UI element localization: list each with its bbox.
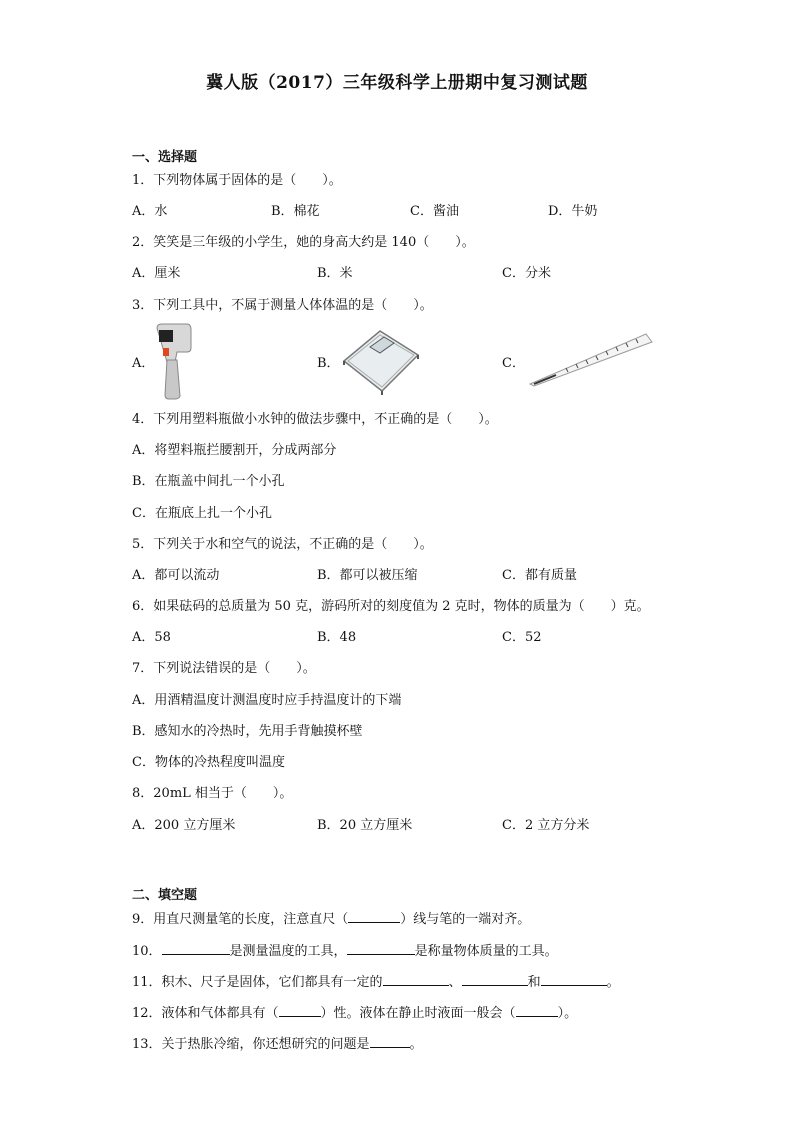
- question-text: 。: [606, 975, 620, 990]
- option: C．酱油: [410, 204, 459, 219]
- page-title: 冀人版（2017）三年级科学上册期中复习测试题: [206, 73, 588, 93]
- answer-blank[interactable]: [462, 972, 528, 986]
- answer-blank[interactable]: [162, 941, 230, 955]
- option: A．都可以流动: [132, 568, 220, 583]
- question-text: 8．20mL 相当于（ ）。: [132, 786, 293, 801]
- option: A．用酒精温度计测温度时应手持温度计的下端: [132, 693, 402, 708]
- question-text: 3．下列工具中，不属于测量人体体温的是（ ）。: [132, 298, 433, 313]
- fill-question: [132, 1034, 423, 1054]
- question-text: ）。: [557, 1006, 578, 1021]
- fill-question: [132, 972, 620, 992]
- answer-blank[interactable]: [541, 972, 607, 986]
- answer-blank[interactable]: [370, 1034, 410, 1048]
- section-heading: 二、填空题: [132, 888, 198, 903]
- answer-blank[interactable]: [383, 972, 449, 986]
- question-text: 13．关于热胀冷缩，你还想研究的问题是: [132, 1037, 370, 1052]
- option: B．感知水的冷热时，先用手背触摸杯壁: [132, 724, 363, 739]
- fill-question: [132, 909, 530, 929]
- question-text: 1．下列物体属于固体的是（ ）。: [132, 173, 342, 188]
- question-text: 2．笑笑是三年级的小学生，她的身高大约是 140（ ）。: [132, 235, 475, 250]
- option: A．200 立方厘米: [132, 818, 236, 833]
- fill-question: [132, 941, 558, 961]
- answer-blank[interactable]: [347, 941, 415, 955]
- option: C．2 立方分米: [502, 818, 590, 833]
- option: A．厘米: [132, 266, 181, 281]
- question-text: 11．积木、尺子是固体，它们都具有一定的: [132, 975, 383, 990]
- question-text: 5．下列关于水和空气的说法，不正确的是（ ）。: [132, 537, 433, 552]
- question-text: 7．下列说法错误的是（ ）。: [132, 661, 316, 676]
- option: C．分米: [502, 266, 551, 281]
- option: B．米: [317, 266, 353, 281]
- option: B．: [317, 356, 340, 371]
- option: A．58: [132, 630, 171, 645]
- question-text: 、: [448, 975, 462, 990]
- option: D．牛奶: [548, 204, 598, 219]
- option: C．物体的冷热程度叫温度: [132, 755, 285, 770]
- option: A．将塑料瓶拦腰割开，分成两部分: [132, 443, 337, 458]
- option: B．48: [317, 630, 357, 645]
- infrared-thermometer-icon: [153, 322, 193, 400]
- question-text: 和: [527, 975, 541, 990]
- question-text: 4．下列用塑料瓶做小水钟的做法步骤中，不正确的是（ ）。: [132, 412, 498, 427]
- clinical-thermometer-icon: [526, 330, 654, 388]
- question-text: 12．液体和气体都具有（: [132, 1006, 279, 1021]
- answer-blank[interactable]: [516, 1003, 558, 1017]
- fill-question: [132, 1003, 577, 1023]
- option: C．在瓶底上扎一个小孔: [132, 506, 272, 521]
- question-text: 。: [409, 1037, 423, 1052]
- question-text: ）性。液体在静止时液面一般会（: [320, 1006, 516, 1021]
- option: B．20 立方厘米: [317, 818, 413, 833]
- option: A．: [132, 356, 155, 371]
- question-text: 是测量温度的工具，: [229, 944, 347, 959]
- bathroom-scale-icon: [340, 325, 422, 397]
- answer-blank[interactable]: [279, 1003, 321, 1017]
- question-text: 9．用直尺测量笔的长度，注意直尺（: [132, 912, 349, 927]
- option: C．: [502, 356, 525, 371]
- question-text: 6．如果砝码的总质量为 50 克，游码所对的刻度值为 2 克时，物体的质量为（ ）克。: [132, 599, 650, 614]
- option: A．水: [132, 204, 168, 219]
- option: B．在瓶盖中间扎一个小孔: [132, 474, 285, 489]
- option: C．都有质量: [502, 568, 577, 583]
- option: C．52: [502, 630, 542, 645]
- question-text: ）线与笔的一端对齐。: [400, 912, 531, 927]
- question-text: 是称量物体质量的工具。: [414, 944, 558, 959]
- option: B．棉花: [271, 204, 320, 219]
- answer-blank[interactable]: [348, 909, 400, 923]
- section-heading: 一、选择题: [132, 150, 198, 165]
- question-text: 10．: [132, 944, 162, 959]
- option: B．都可以被压缩: [317, 568, 418, 583]
